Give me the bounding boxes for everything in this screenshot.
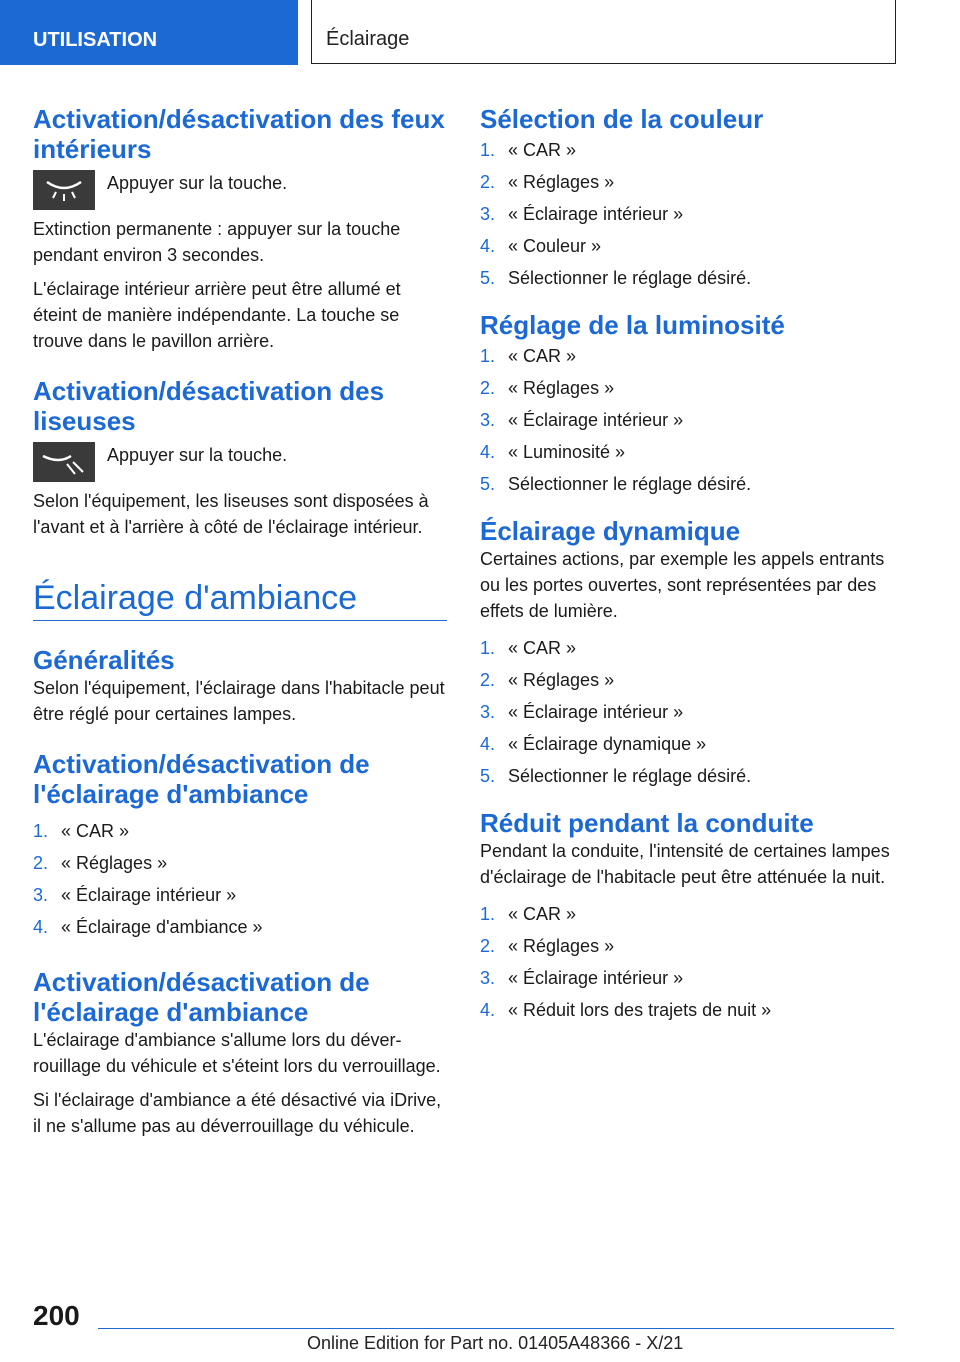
p-generalites: Selon l'équipement, l'éclairage dans l'habitacle peut être réglé pour certaines lampes.: [33, 678, 445, 724]
list-item: [480, 962, 894, 994]
list-item: [480, 664, 894, 696]
list-item-text: « Réglages »: [508, 670, 615, 690]
btn1-text: Appuyer sur la touche.: [107, 173, 288, 193]
heading-dynamique: Éclairage dynamique: [480, 516, 741, 546]
list-item: [480, 632, 894, 664]
list-item-number: 5.: [480, 766, 496, 786]
list-item-text: « Éclairage intérieur »: [508, 968, 684, 988]
list-item-text: Sélectionner le réglage désiré.: [508, 268, 752, 288]
list-item-text: « Réglages »: [508, 936, 615, 956]
heading-reduit: Réduit pendant la conduite: [480, 808, 814, 838]
list-item-number: 2.: [480, 172, 496, 192]
list-item-text: « Réglages »: [61, 853, 168, 873]
list-item-number: 3.: [480, 204, 496, 224]
list-item-number: 1.: [480, 140, 496, 160]
list-dynamique: [480, 632, 894, 792]
footer-edition: Online Edition for Part no. 01405A48366 - X/21: [307, 1333, 684, 1353]
list-item-text: « Éclairage intérieur »: [61, 885, 237, 905]
list-item: [480, 230, 894, 262]
p-arriere: L'éclairage intérieur arrière peut être allumé et éteint de manière indépendante. La touche se trouve dans le pavillon arrière.: [33, 279, 401, 351]
list-item-text: Sélectionner le réglage désiré.: [508, 474, 752, 494]
button-row-interior: [33, 170, 447, 210]
list-item-number: 3.: [480, 968, 496, 988]
left-column: [33, 104, 447, 1147]
btn2-text: Appuyer sur la touche.: [107, 445, 288, 465]
list-item: [480, 930, 894, 962]
list-item: [480, 404, 894, 436]
list-item-number: 5.: [480, 474, 496, 494]
list-item-number: 4.: [480, 1000, 496, 1020]
list-luminosite: [480, 340, 894, 500]
heading-couleur: Sélection de la couleur: [480, 104, 764, 134]
list-item-number: 1.: [480, 346, 496, 366]
page-number: 200: [33, 1300, 80, 1331]
p-activation-2b: Si l'éclairage d'ambiance a été désactivé via iDrive, il ne s'allume pas au déverrouillage du véhicule.: [33, 1090, 442, 1136]
button-row-reading: [33, 442, 447, 482]
footer-rule: [98, 1328, 894, 1329]
list-item-text: « CAR »: [508, 346, 577, 366]
list-item-number: 1.: [480, 904, 496, 924]
list-couleur: [480, 134, 894, 294]
list-item: [33, 847, 447, 879]
list-item-text: « Réglages »: [508, 172, 615, 192]
list-item-number: 3.: [480, 410, 496, 430]
list-item-text: « Réglages »: [508, 378, 615, 398]
list-item-text: « Réduit lors des trajets de nuit »: [508, 1000, 772, 1020]
list-item-number: 3.: [480, 702, 496, 722]
list-item: [33, 815, 447, 847]
list-item-number: 4.: [33, 917, 49, 937]
list-item-number: 2.: [480, 670, 496, 690]
heading-feux-interieurs: Activation/désactivation des feux intérieurs: [33, 104, 445, 164]
list-reduit: [480, 898, 894, 1026]
list-item-text: « Éclairage intérieur »: [508, 702, 684, 722]
list-item: [480, 728, 894, 760]
list-item-text: « Éclairage d'ambiance »: [61, 917, 263, 937]
p-activation-2a: L'éclairage d'ambiance s'allume lors du déverrouillage du véhicule et s'éteint lors du verrouillage.: [33, 1030, 441, 1076]
list-item: [33, 879, 447, 911]
list-item: [480, 898, 894, 930]
list-item: [480, 166, 894, 198]
heading-generalites: Généralités: [33, 645, 175, 675]
list-item: [480, 134, 894, 166]
heading-activation-2: Activation/désactivation de l'éclairage d'ambiance: [33, 967, 370, 1027]
list-activation-1: [33, 815, 447, 943]
p-liseuses: Selon l'équipement, les liseuses sont disposées à l'avant et à l'arrière à côté de l'éclairage intérieur.: [33, 491, 429, 537]
list-item: [480, 994, 894, 1026]
header-section-label: UTILISATION: [33, 29, 158, 51]
list-item-text: « CAR »: [508, 904, 577, 924]
list-item-text: « CAR »: [61, 821, 130, 841]
list-item: [480, 372, 894, 404]
list-item: [480, 468, 894, 500]
list-item: [480, 696, 894, 728]
list-item-text: « Couleur »: [508, 236, 602, 256]
list-item-number: 4.: [480, 236, 496, 256]
list-item-number: 1.: [33, 821, 49, 841]
header-section-tab: [0, 0, 298, 65]
list-item-text: « Éclairage intérieur »: [508, 410, 684, 430]
heading-luminosite: Réglage de la luminosité: [480, 310, 785, 340]
list-item: [480, 198, 894, 230]
list-item-number: 4.: [480, 442, 496, 462]
reading-light-icon: [33, 442, 95, 482]
list-item: [480, 262, 894, 294]
list-item-text: « Éclairage intérieur »: [508, 204, 684, 224]
list-item-number: 1.: [480, 638, 496, 658]
list-item-text: « CAR »: [508, 140, 577, 160]
list-item-text: « CAR »: [508, 638, 577, 658]
list-item-number: 2.: [480, 378, 496, 398]
right-column: [480, 104, 894, 1036]
p-reduit: Pendant la conduite, l'intensité de certaines lampes d'éclairage de l'habitacle peut être atténuée la nuit.: [480, 841, 890, 887]
list-item-number: 3.: [33, 885, 49, 905]
list-item-text: « Éclairage dynamique »: [508, 734, 707, 754]
list-item-text: Sélectionner le réglage désiré.: [508, 766, 752, 786]
heading-activation-1: Activation/désactivation de l'éclairage d'ambiance: [33, 749, 370, 809]
heading-eclairage-ambiance: Éclairage d'ambiance: [33, 579, 358, 617]
p-dynamique: Certaines actions, par exemple les appels entrants ou les portes ouvertes, sont représentées par des effets de lumière.: [480, 549, 885, 621]
list-item-text: « Luminosité »: [508, 442, 626, 462]
header-chapter-box: [311, 0, 896, 64]
p-extinction: Extinction permanente : appuyer sur la touche pendant environ 3 secondes.: [33, 219, 401, 265]
list-item-number: 4.: [480, 734, 496, 754]
heading-liseuses: Activation/désactivation des liseuses: [33, 376, 385, 436]
list-item-number: 5.: [480, 268, 496, 288]
list-item: [480, 436, 894, 468]
list-item: [33, 911, 447, 943]
list-item: [480, 760, 894, 792]
interior-light-icon: [33, 170, 95, 210]
header-chapter-label: Éclairage: [326, 28, 410, 50]
list-item-number: 2.: [480, 936, 496, 956]
list-item: [480, 340, 894, 372]
list-item-number: 2.: [33, 853, 49, 873]
